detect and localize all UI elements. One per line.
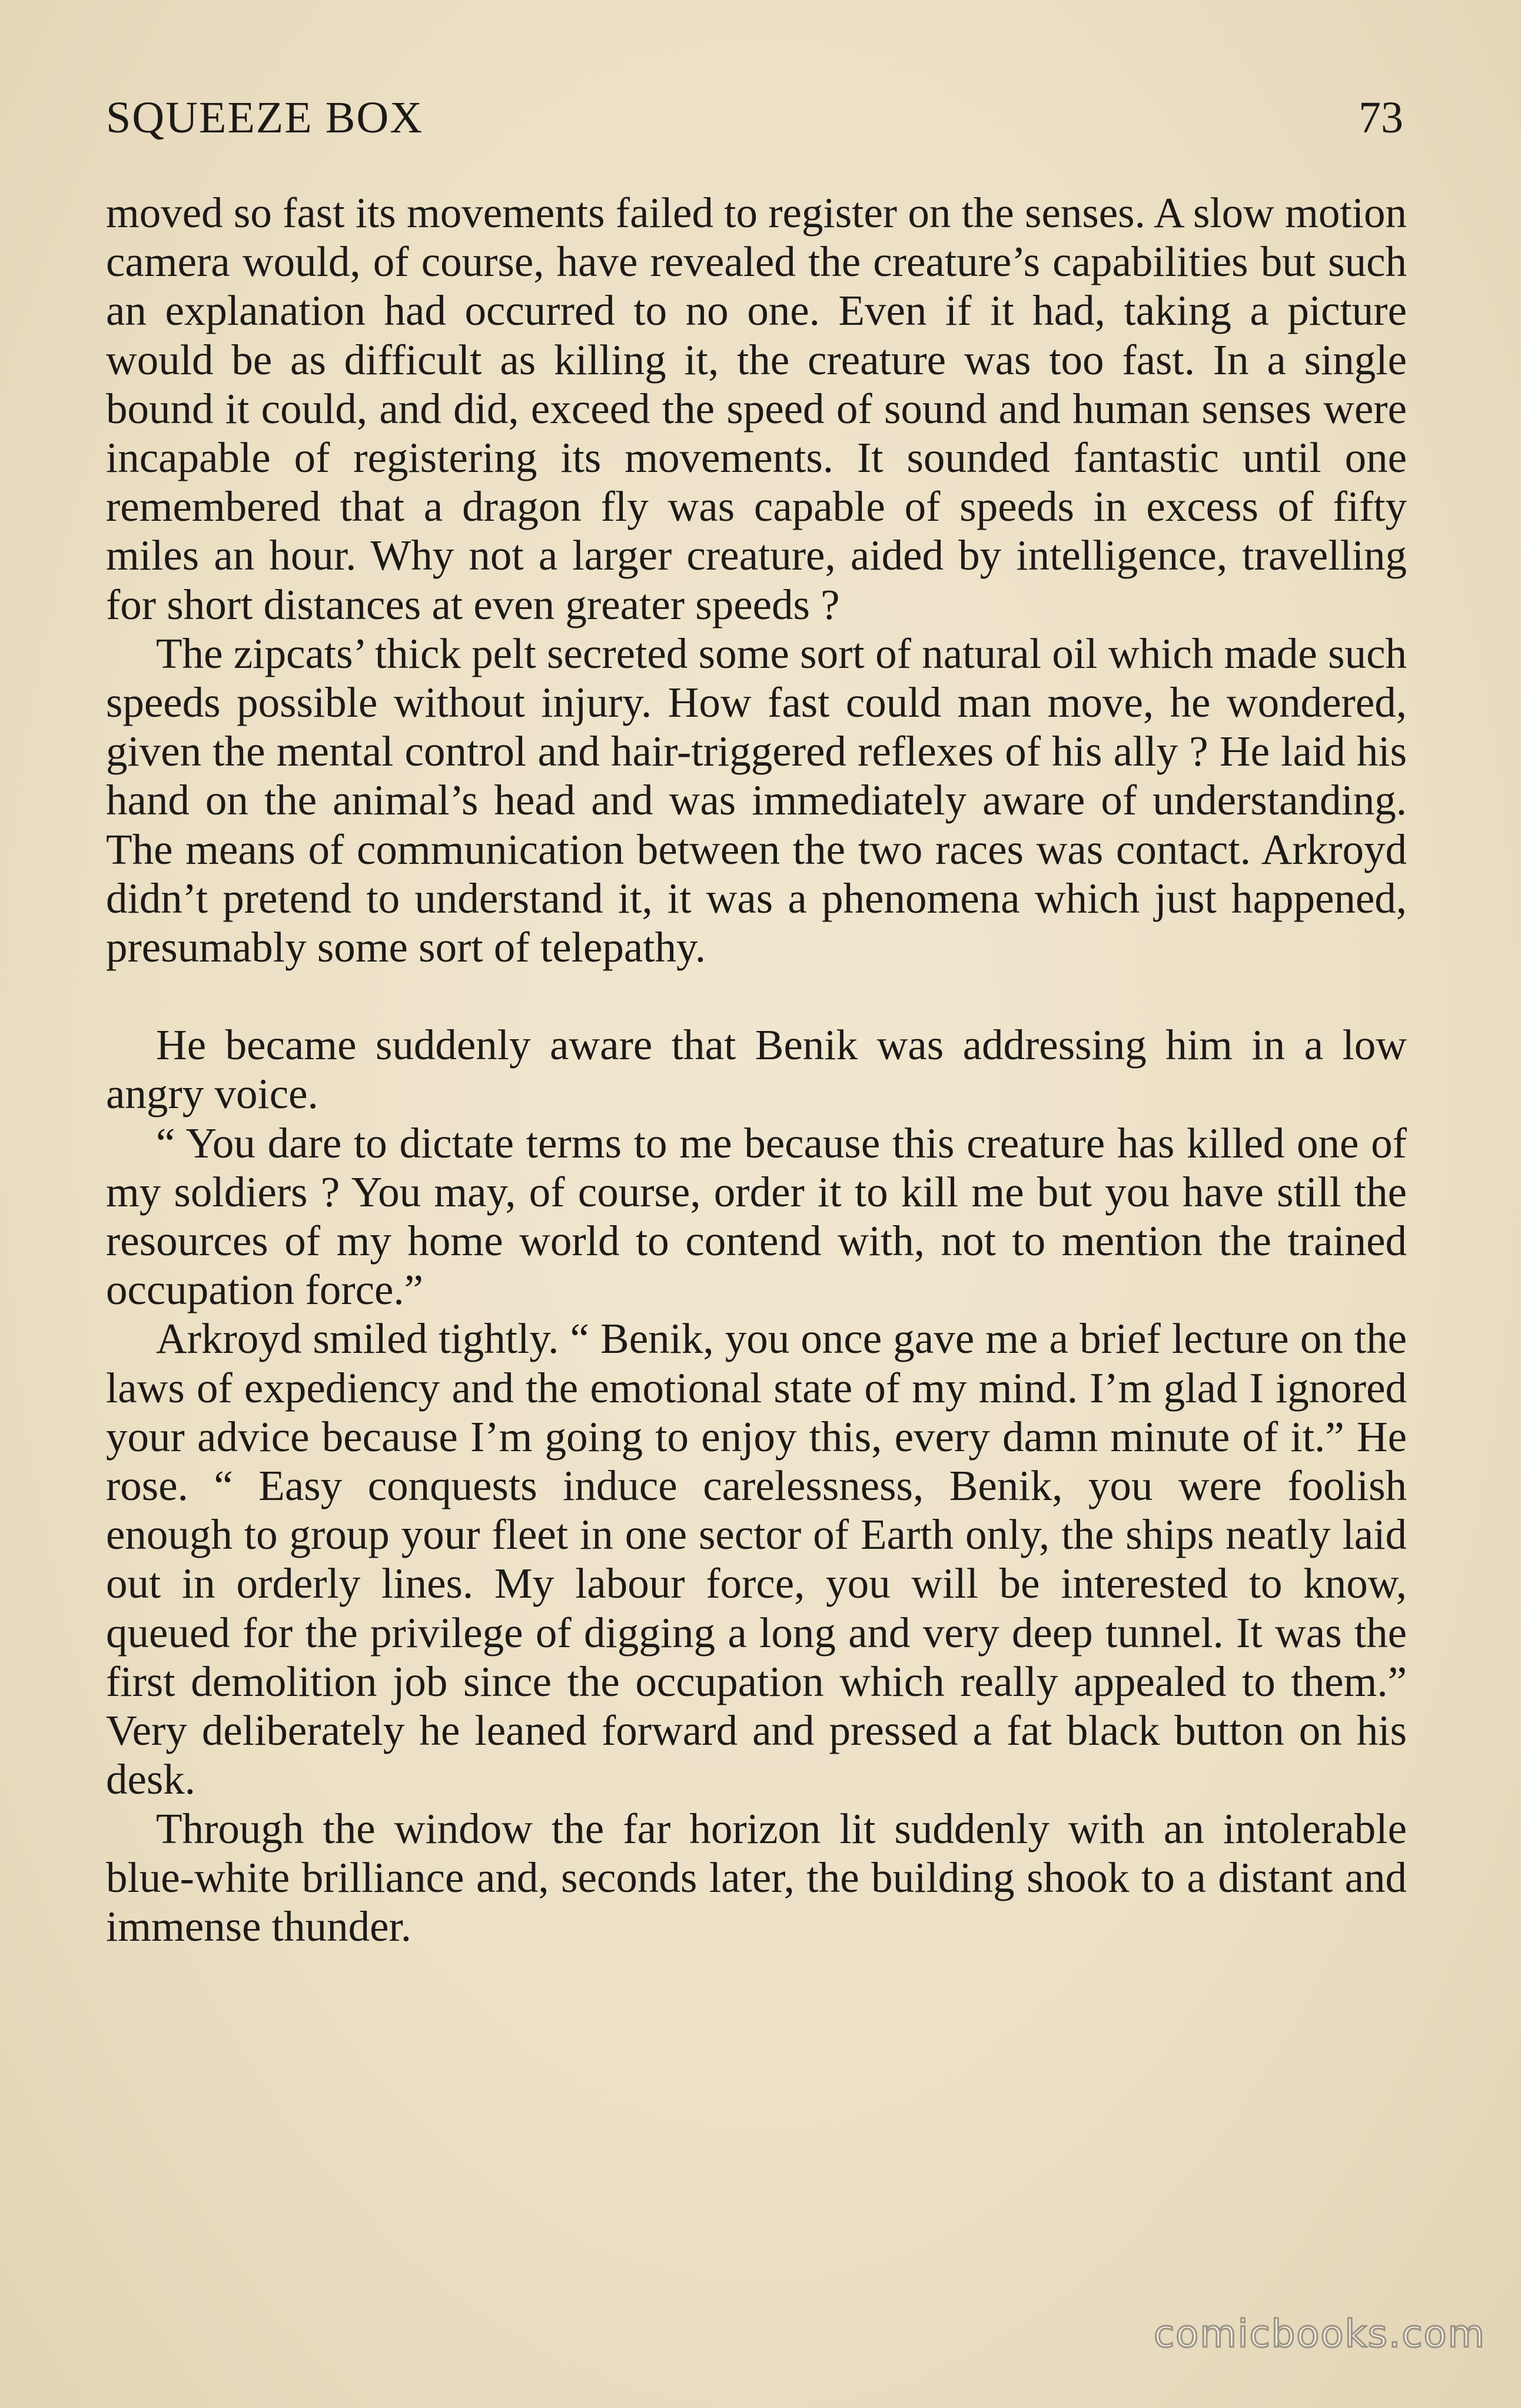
body-text <box>106 188 1407 1951</box>
running-head <box>106 88 1403 147</box>
paragraph-benik-addressing: He became suddenly aware that Benik was addressing him in a low angry voice. <box>106 1021 1407 1118</box>
paragraph-benik-speech: “ You dare to dictate terms to me because this creature has killed one of my soldiers ? You may, of course, order it to kill me but you have still the resources of my home world to contend with, not to mention the trained occupation force.” <box>106 1119 1407 1314</box>
watermark: comicbooks.com <box>1153 2313 1486 2356</box>
paragraph-arkroyd-speech: Arkroyd smiled tightly. “ Benik, you once gave me a brief lecture on the laws of expediency and the emotional state of my mind. I’m glad I ignored your advice because I’m going to enjoy this, every damn minute of it.” He rose. “ Easy conquests induce carelessness, Benik, you were foolish enough to group your fleet in one sector of Earth only, the ships neatly laid out in orderly lines. My labour force, you will be interested to know, queued for the privilege of digging a long and very deep tunnel. It was the first demolition job since the occupation which really appealed to them.” Very deliberately he leaned forward and pressed a fat black button on his desk. <box>106 1315 1407 1804</box>
running-title: SQUEEZE BOX <box>106 93 424 142</box>
page-number: 73 <box>1359 93 1403 142</box>
paragraph-zipcat-pelt: The zipcats’ thick pelt secreted some sort of natural oil which made such speeds possible without injury. How fast could man move, he wondered, given the mental control and hair-triggered reflexes of his ally ? He laid his hand on the animal’s head and was immediately aware of understanding. The means of communication between the two races was contact. Arkroyd didn’t pretend to understand it, it was a phenomena which just happened, presumably some sort of telepathy. <box>106 629 1407 972</box>
paragraph-continued: moved so fast its movements failed to register on the senses. A slow motion camera would, of course, have revealed the creature’s capabilities but such an explanation had occurred to no one. Even if it had, taking a picture would be as difficult as killing it, the creature was too fast. In a single bound it could, and did, exceed the speed of sound and human senses were incapable of registering its movements. It sounded fantastic until one remembered that a dragon fly was capable of speeds in excess of fifty miles an hour. Why not a larger creature, aided by intelligence, travelling for short distances at even greater speeds ? <box>106 189 1407 628</box>
paragraph-explosion: Through the window the far horizon lit suddenly with an intolerable blue-white brilliance and, seconds later, the building shook to a distant and immense thunder. <box>106 1804 1407 1950</box>
